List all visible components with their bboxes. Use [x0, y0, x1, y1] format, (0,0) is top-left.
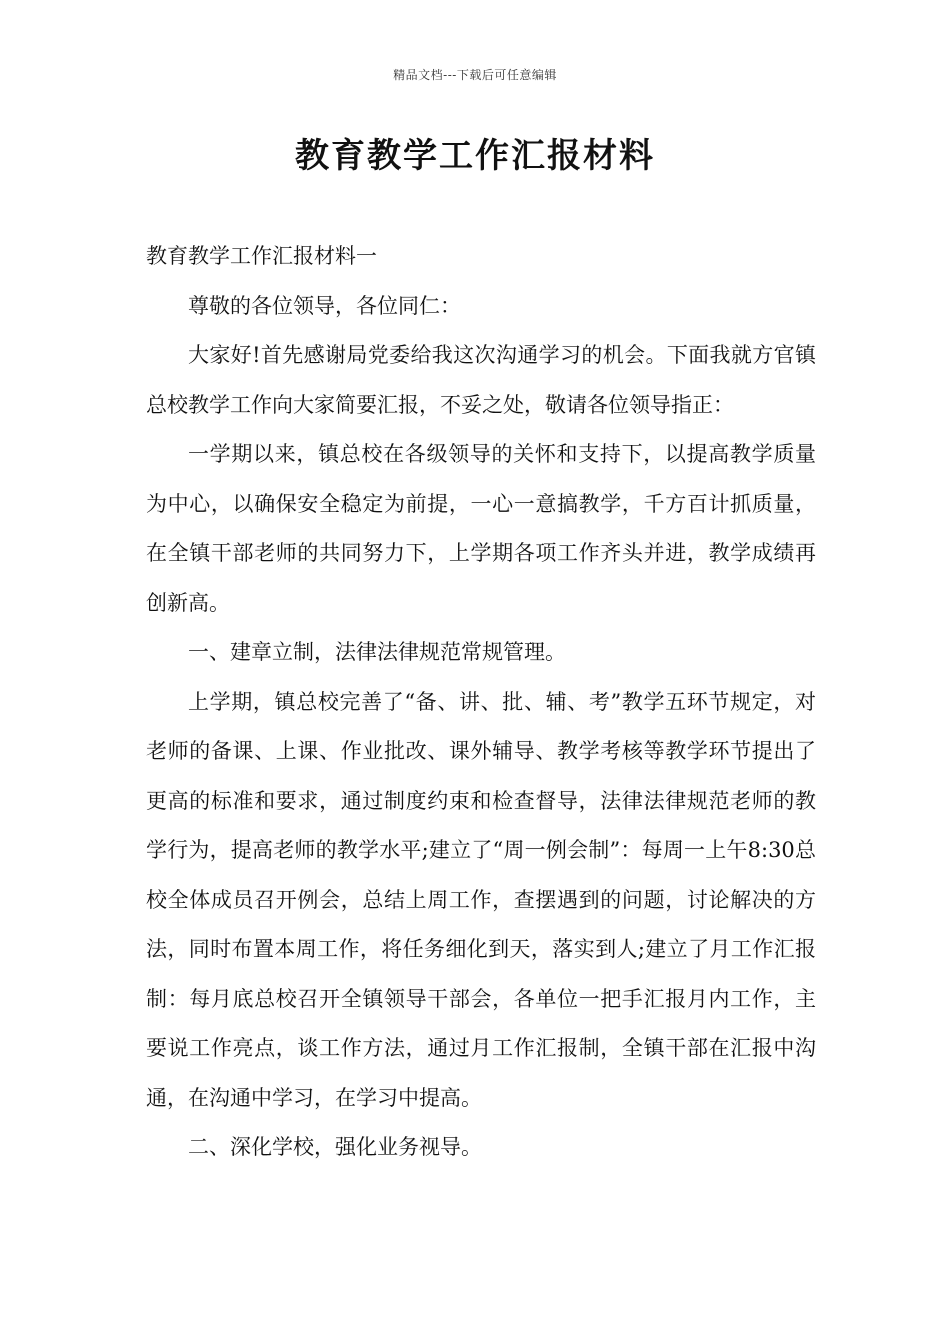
header-watermark: 精品文档---下载后可任意编辑 [393, 68, 557, 82]
paragraph-salutation: 尊敬的各位领导，各位同仁： [188, 293, 461, 318]
paragraph-section-1: 上学期，镇总校完善了“备、讲、批、辅、考”教学五环节规定，对老师的备课、上课、作业批改、课外辅导、教学考核等教学环节提出了更高的标准和要求，通过制度约束和检查督导，法律法律规范老师的教学行为，提高老师的教学水平;建立了“周一例会制”：每周一上午8:30总校全体成员召开例会，总结上周工作，查摆遇到的问题，讨论解决的方法，同时布置本周工作，将任务细化到天，落实到人;建立了月工作汇报制：每月底总校召开全镇领导干部会，各单位一把手汇报月内工作，主要说工作亮点，谈工作方法，通过月工作汇报制，全镇干部在汇报中沟通，在沟通中学习，在学习中提高。 [146, 689, 816, 1110]
document-subtitle: 教育教学工作汇报材料一 [146, 244, 377, 268]
section-heading-2: 二、深化学校，强化业务视导。 [188, 1135, 482, 1159]
document-body [146, 232, 816, 1173]
document-title: 教育教学工作汇报材料 [295, 136, 655, 176]
paragraph-greeting: 大家好!首先感谢局党委给我这次沟通学习的机会。下面我就方官镇总校教学工作向大家简要汇报，不妥之处，敬请各位领导指正： [146, 343, 816, 417]
section-heading-1: 一、建章立制，法律法律规范常规管理。 [188, 640, 566, 664]
paragraph-overview: 一学期以来，镇总校在各级领导的关怀和支持下，以提高教学质量为中心，以确保安全稳定为前提，一心一意搞教学，千方百计抓质量，在全镇干部老师的共同努力下，上学期各项工作齐头并进，教学成绩再创新高。 [146, 442, 816, 615]
